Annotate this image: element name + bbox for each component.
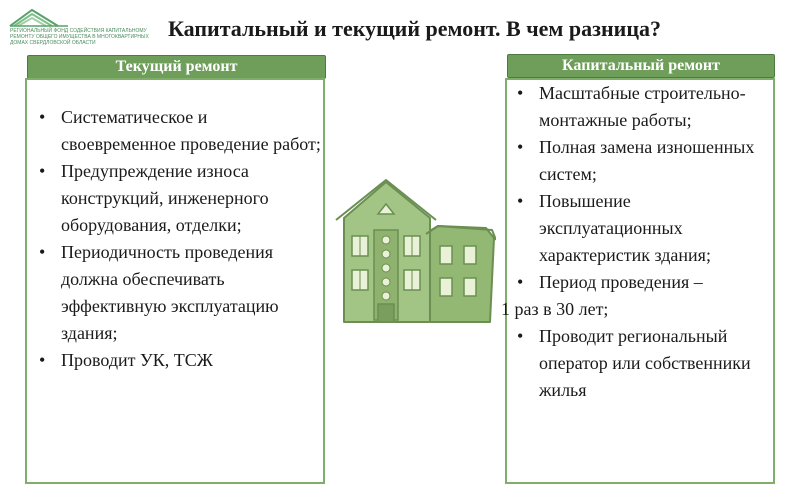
- list-item-text: 1 раз в 30 лет;: [501, 299, 609, 319]
- list-item: • Проводит региональный оператор или собственники жилья: [517, 326, 751, 400]
- list-item: • Проводит УК, ТСЖ: [39, 350, 213, 370]
- current-repair-panel: [25, 78, 325, 484]
- list-item-text: Период проведения –: [539, 272, 703, 292]
- list-item-text: Предупреждение износа конструкций, инженерного оборудования, отделки;: [61, 161, 269, 235]
- logo-caption: [10, 28, 160, 46]
- capital-repair-panel: [501, 78, 775, 484]
- list-item: • Период проведения –: [517, 272, 703, 292]
- list-item-text: Повышение эксплуатационных характеристик здания;: [539, 191, 711, 265]
- list-item: • Повышение эксплуатационных характеристик здания;: [517, 191, 711, 265]
- list-item-text: Проводит региональный оператор или собственники жилья: [539, 326, 751, 400]
- list-item: [501, 296, 775, 323]
- list-item-text: Систематическое и своевременное проведение работ;: [61, 107, 321, 154]
- logo-line: ДОМАХ СВЕРДЛОВСКОЙ ОБЛАСТИ: [10, 40, 96, 46]
- list-item-text: Проводит УК, ТСЖ: [61, 350, 213, 370]
- list-item-text: Масштабные строительно-монтажные работы;: [539, 83, 746, 130]
- list-item-text: Периодичность проведения должна обеспечивать эффективную эксплуатацию здания;: [61, 242, 279, 343]
- capital-repair-list: [501, 80, 775, 404]
- slide-title: Капитальный и текущий ремонт. В чем разница?: [168, 16, 661, 41]
- list-item: • Полная замена изношенных систем;: [517, 137, 755, 184]
- list-item: • Систематическое и своевременное проведение работ;: [39, 107, 321, 154]
- list-item: • Масштабные строительно-монтажные работы;: [517, 83, 746, 130]
- logo-line: РЕМОНТУ ОБЩЕГО ИМУЩЕСТВА В МНОГОКВАРТИРНЫХ: [10, 34, 149, 40]
- list-item: • Предупреждение износа конструкций, инженерного оборудования, отделки;: [39, 161, 269, 235]
- house-icon: [334, 178, 496, 328]
- logo-line: РЕГИОНАЛЬНЫЙ ФОНД СОДЕЙСТВИЯ КАПИТАЛЬНОМУ: [10, 28, 147, 34]
- list-item: • Периодичность проведения должна обеспечивать эффективную эксплуатацию здания;: [39, 242, 279, 343]
- list-item-text: Полная замена изношенных систем;: [539, 137, 755, 184]
- current-repair-header: Текущий ремонт: [27, 55, 326, 79]
- current-repair-list: [35, 104, 323, 374]
- capital-repair-header: Капитальный ремонт: [507, 54, 775, 78]
